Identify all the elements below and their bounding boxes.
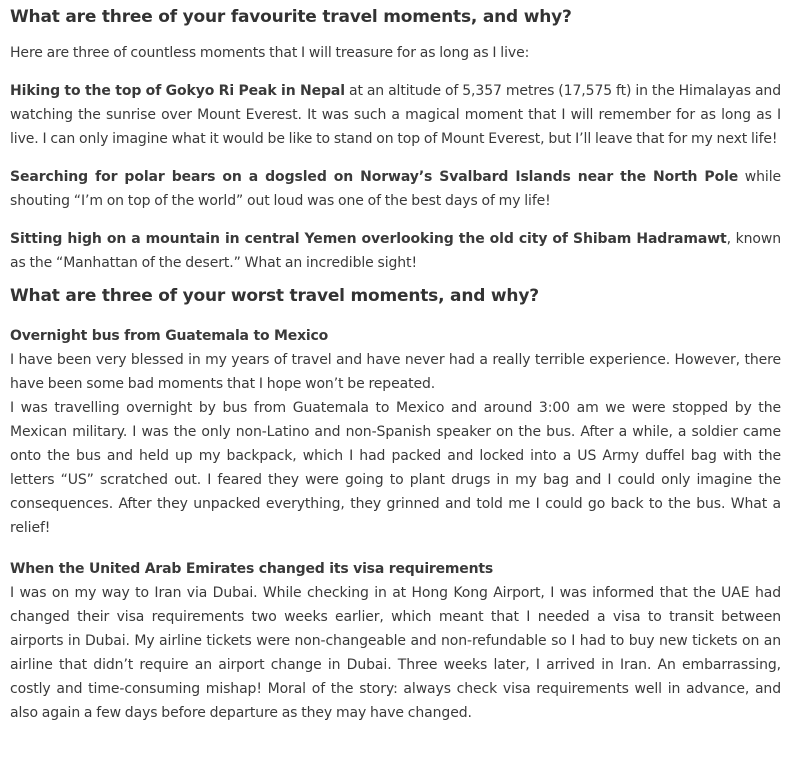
worst-moment-title: Overnight bus from Guatemala to Mexico — [10, 328, 329, 344]
moment-title: Searching for polar bears on a dogsled on Norway’s Svalbard Islands near the North Pole — [10, 169, 739, 185]
moment-text: at an altitude of 5,357 metres (17,575 ft) in the Himalayas and watching the sunrise over Mount Everest. It was such a magical moment that I will remember for as long as I live. I can only imagine what it would be like to stand on top of Mount Everest, but I’ll leave that for my next life! — [10, 83, 781, 147]
worst-moment-paragraph: I have been very blessed in my years of travel and have never had a really terrible experience. However, there have been some bad moments that I hope won’t be repeated. — [10, 352, 781, 392]
favourite-moment — [10, 227, 781, 275]
favourite-moment — [10, 165, 781, 213]
favourite-moment — [10, 79, 781, 151]
moment-title: Sitting high on a mountain in central Yemen overlooking the old city of Shibam Hadramawt — [10, 231, 727, 247]
worst-moment-title: When the United Arab Emirates changed its visa requirements — [10, 561, 493, 577]
worst-moment-paragraph: I was on my way to Iran via Dubai. While checking in at Hong Kong Airport, I was informed that the UAE had changed their visa requirements two weeks earlier, which meant that I needed a visa to transit between airports in Dubai. My airline tickets were non-changeable and non-refundable so I had to buy new tickets on an airline that didn’t require an airport change in Dubai. Three weeks later, I arrived in Iran. An embarrassing, costly and time-consuming mishap! Moral of the story: always check visa requirements well in advance, and also again a few days before departure as they may have changed. — [10, 585, 781, 721]
section-heading-favourites: What are three of your favourite travel moments, and why? — [10, 7, 572, 27]
worst-moment — [10, 324, 781, 540]
section-heading-worst: What are three of your worst travel moments, and why? — [10, 286, 539, 306]
moment-text: while shouting “I’m on top of the world” out loud was one of the best days of my life! — [10, 169, 781, 209]
moment-title: Hiking to the top of Gokyo Ri Peak in Nepal — [10, 83, 345, 99]
worst-moment-paragraph: I was travelling overnight by bus from Guatemala to Mexico and around 3:00 am we were stopped by the Mexican military. I was the only non-Latino and non-Spanish speaker on the bus. After a while, a soldier came onto the bus and held up my backpack, which I had packed and locked into a US Army duffel bag with the letters “US” scratched out. I feared they were going to plant drugs in my bag and I could only imagine the consequences. After they unpacked everything, they grinned and told me I could go back to the bus. What a relief! — [10, 400, 781, 536]
intro-paragraph: Here are three of countless moments that I will treasure for as long as I live: — [10, 45, 530, 61]
worst-moment — [10, 557, 781, 725]
moment-text: , known as the “Manhattan of the desert.” What an incredible sight! — [10, 231, 781, 271]
